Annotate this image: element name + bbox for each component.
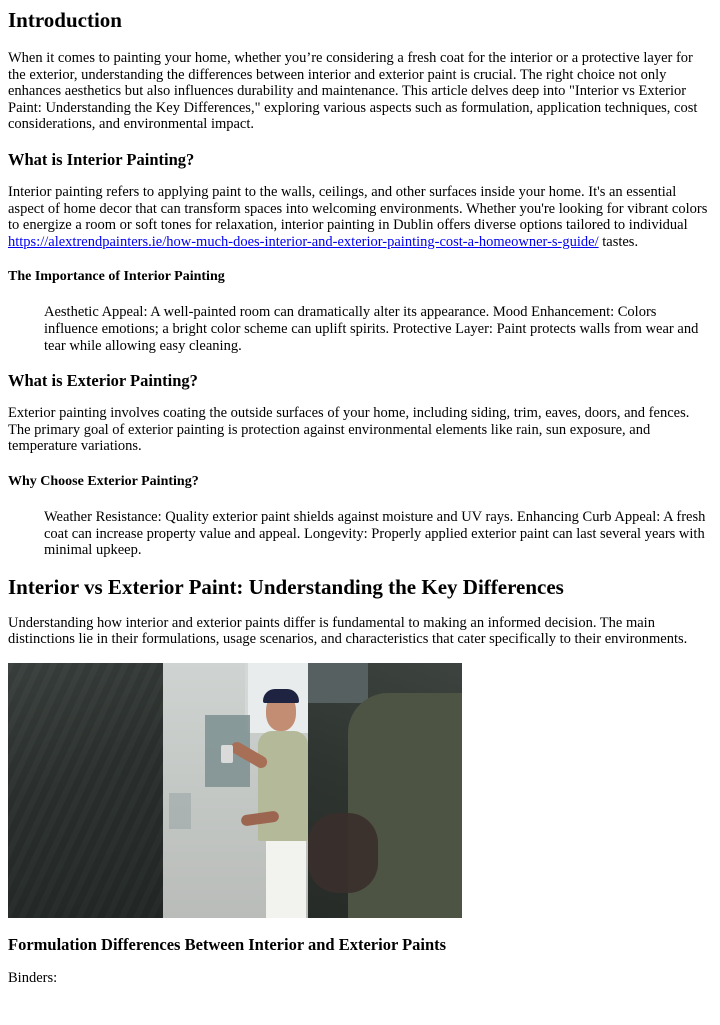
exterior-heading: What is Exterior Painting? <box>8 371 198 391</box>
importance-paragraph: Aesthetic Appeal: A well-painted room can dramatically alter its appearance. Mood Enhancement: Colors influence emotions; a bright color scheme can uplift spirits. Protective Layer: Paint protects walls from wear and tear while allowing easy cleaning. <box>44 304 699 354</box>
why-exterior-paragraph: Weather Resistance: Quality exterior paint shields against moisture and UV rays. Enhancing Curb Appeal: A fresh coat can increase property value and appeal. Longevity: Properly applied exterior paint can last several years with minimal upkeep. <box>44 508 706 559</box>
closeup-background <box>308 663 368 703</box>
painter-cap <box>263 689 299 703</box>
painter-panel <box>163 663 308 918</box>
closeup-panel <box>308 663 462 918</box>
binders-label: Binders: <box>8 969 58 986</box>
interior-heading: What is Interior Painting? <box>8 149 195 169</box>
interior-paragraph <box>8 184 712 250</box>
paint-brush <box>221 745 233 763</box>
painter-shirt <box>258 731 308 841</box>
why-exterior-heading: Why Choose Exterior Painting? <box>8 473 199 489</box>
exterior-paragraph: Exterior painting involves coating the outside surfaces of your home, including siding, trim, eaves, doors, and fences. The primary goal of exterior painting is protection against environmental elements like rain, sun exposure, and temperature variations. <box>8 405 690 455</box>
differences-heading: Interior vs Exterior Paint: Understanding the Key Differences <box>8 574 564 599</box>
importance-heading: The Importance of Interior Painting <box>8 269 225 285</box>
intro-paragraph: When it comes to painting your home, whether you’re considering a fresh coat for the interior or a protective layer for the exterior, understanding the differences between interior and exterior paint is crucial. The right choice not only enhances aesthetics but also influences durability and maintenance. This article delves deep into "Interior vs Exterior Paint: Understanding the Key Differences," exploring various aspects such as formulation, application techniques, cost considerations, and environmental impact. <box>8 50 698 133</box>
interior-text: Interior painting refers to applying paint to the walls, ceilings, and other surfaces inside your home. It's an essential aspect of home decor that can transform spaces into welcoming environments. Whether you're looking for vibrant colors to energize a room or soft tones for relaxation, interior painting in Dublin offers diverse options tailored to individual <box>8 183 708 234</box>
article <box>0 8 720 986</box>
painter-pants <box>266 841 306 918</box>
formulation-heading: Formulation Differences Between Interior and Exterior Paints <box>8 934 447 954</box>
differences-paragraph: Understanding how interior and exterior paints differ is fundamental to making an informed decision. The main distinctions lie in their formulations, usage scenarios, and characteristics that cater specifically to their environments. <box>8 614 688 648</box>
closeup-tattooed-arm <box>308 813 378 893</box>
interior-text-end: tastes. <box>598 233 639 250</box>
cost-guide-link[interactable]: https://alextrendpainters.ie/how-much-does-interior-and-exterior-painting-cost-a-homeowner-s-guide/ <box>8 233 599 250</box>
dark-wall-panel <box>8 663 163 918</box>
intro-heading: Introduction <box>8 8 122 32</box>
painted-patch-small <box>169 793 191 829</box>
painter-photo <box>8 663 462 918</box>
